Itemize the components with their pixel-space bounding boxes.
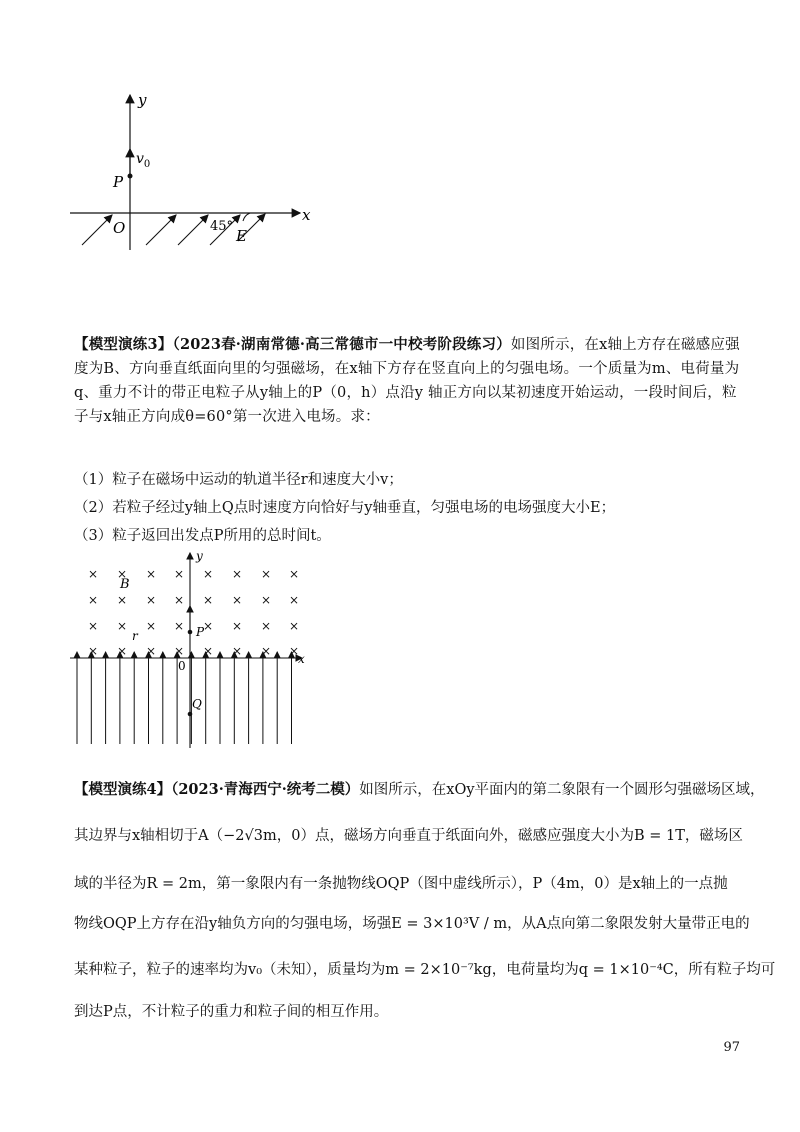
cross-mark: ×: [146, 644, 157, 658]
problem-4-line-1: [74, 778, 765, 799]
cross-mark: ×: [88, 619, 99, 633]
page-number: 97: [723, 1040, 740, 1055]
origin-label: O: [113, 219, 126, 237]
cross-mark: ×: [88, 567, 99, 581]
cross-mark: ×: [261, 644, 272, 658]
problem-3-body: 如图所示，在x轴上方存在磁感应强度为B、方向垂直纸面向里的匀强磁场，在x轴下方存在竖直向上的匀强电场。一个质量为m、电荷量为q、重力不计的带正电粒子从y轴上的P（0，h）点沿y 轴正方向以某初速度开始运动，一段时间后，粒子与x轴正方向成θ=60°第一次进入电场。求：: [74, 337, 740, 425]
cross-mark: ×: [232, 644, 243, 658]
cross-mark: ×: [174, 644, 185, 658]
problem-3-source: （2023春·湖南常德·高三常德市一中校考阶段练习）: [172, 336, 511, 353]
problem-3-text: [74, 333, 742, 429]
cross-mark: ×: [146, 567, 157, 581]
cross-mark: ×: [289, 619, 300, 633]
q-label: Q: [192, 697, 202, 711]
cross-mark: ×: [203, 593, 214, 607]
p-label-2: P: [196, 625, 205, 639]
cross-mark: ×: [203, 644, 214, 658]
cross-mark: ×: [117, 644, 128, 658]
cross-mark: ×: [88, 593, 99, 607]
cross-mark: ×: [174, 619, 185, 633]
cross-mark: ×: [289, 644, 300, 658]
problem-4-line-6: 到达P点，不计粒子的重力和粒子间的相互作用。: [74, 1004, 389, 1020]
cross-mark: ×: [88, 644, 99, 658]
problem-3-question-2: （2）若粒子经过y轴上Q点时速度方向恰好与y轴垂直，匀强电场的电场强度大小E；: [74, 500, 616, 516]
angle-arc: [243, 213, 250, 221]
cross-mark: ×: [117, 593, 128, 607]
v0-label: $v_0$: [136, 151, 151, 170]
problem-4-text-1: 如图所示，在xOy平面内的第二象限有一个圆形匀强磁场区域，: [359, 782, 765, 798]
angle-label: 45°: [210, 219, 234, 234]
e-label: E: [236, 227, 247, 245]
x-axis-label: x: [302, 206, 311, 224]
figure-2: [70, 548, 320, 748]
problem-4-line-5: 某种粒子，粒子的速率均为v₀（未知），质量均为m = 2×10⁻⁷kg，电荷量均为q = 1×10⁻⁴C，所有粒子均可: [74, 962, 776, 978]
cross-mark: ×: [146, 619, 157, 633]
figure-1: [60, 85, 320, 260]
x-axis-label-2: x: [298, 652, 305, 666]
cross-mark: ×: [174, 593, 185, 607]
point-p: [128, 174, 133, 179]
y-axis-label: y: [138, 91, 147, 109]
cross-mark: ×: [232, 567, 243, 581]
cross-mark: ×: [174, 567, 185, 581]
cross-mark: ×: [261, 567, 272, 581]
problem-4-line-2: 其边界与x轴相切于A（−2√3m，0）点，磁场方向垂直于纸面向外，磁感应强度大小为B = 1T，磁场区: [74, 828, 743, 844]
problem-4-tag: 【模型演练4】: [74, 781, 172, 798]
cross-mark: ×: [232, 619, 243, 633]
r-label: r: [132, 629, 138, 643]
y-axis-label-2: y: [196, 549, 203, 563]
point-p-2: [188, 630, 193, 635]
problem-4-line-3: 域的半径为R = 2m，第一象限内有一条抛物线OQP（图中虚线所示），P（4m，0）是x轴上的一点抛: [74, 876, 728, 892]
problem-3-question-1: （1）粒子在磁场中运动的轨道半径r和速度大小v；: [74, 472, 403, 488]
cross-mark: ×: [146, 593, 157, 607]
problem-4-line-4: 物线OQP上方存在沿y轴负方向的匀强电场，场强E = 3×10³V / m，从A点向第二象限发射大量带正电的: [74, 916, 750, 932]
cross-mark: ×: [261, 619, 272, 633]
cross-mark: ×: [117, 567, 128, 581]
cross-mark: ×: [203, 619, 214, 633]
cross-mark: ×: [232, 593, 243, 607]
p-label: P: [113, 173, 124, 191]
problem-3-tag: 【模型演练3】: [74, 336, 173, 353]
problem-3-question-3: （3）粒子返回出发点P所用的总时间t。: [74, 528, 331, 544]
origin-label-2: 0: [178, 659, 186, 673]
problem-4-source: （2023·青海西宁·统考二模）: [171, 781, 360, 798]
b-label: B: [120, 577, 130, 592]
cross-mark: ×: [117, 619, 128, 633]
cross-mark: ×: [289, 567, 300, 581]
cross-mark: ×: [289, 593, 300, 607]
cross-mark: ×: [203, 567, 214, 581]
cross-mark: ×: [261, 593, 272, 607]
